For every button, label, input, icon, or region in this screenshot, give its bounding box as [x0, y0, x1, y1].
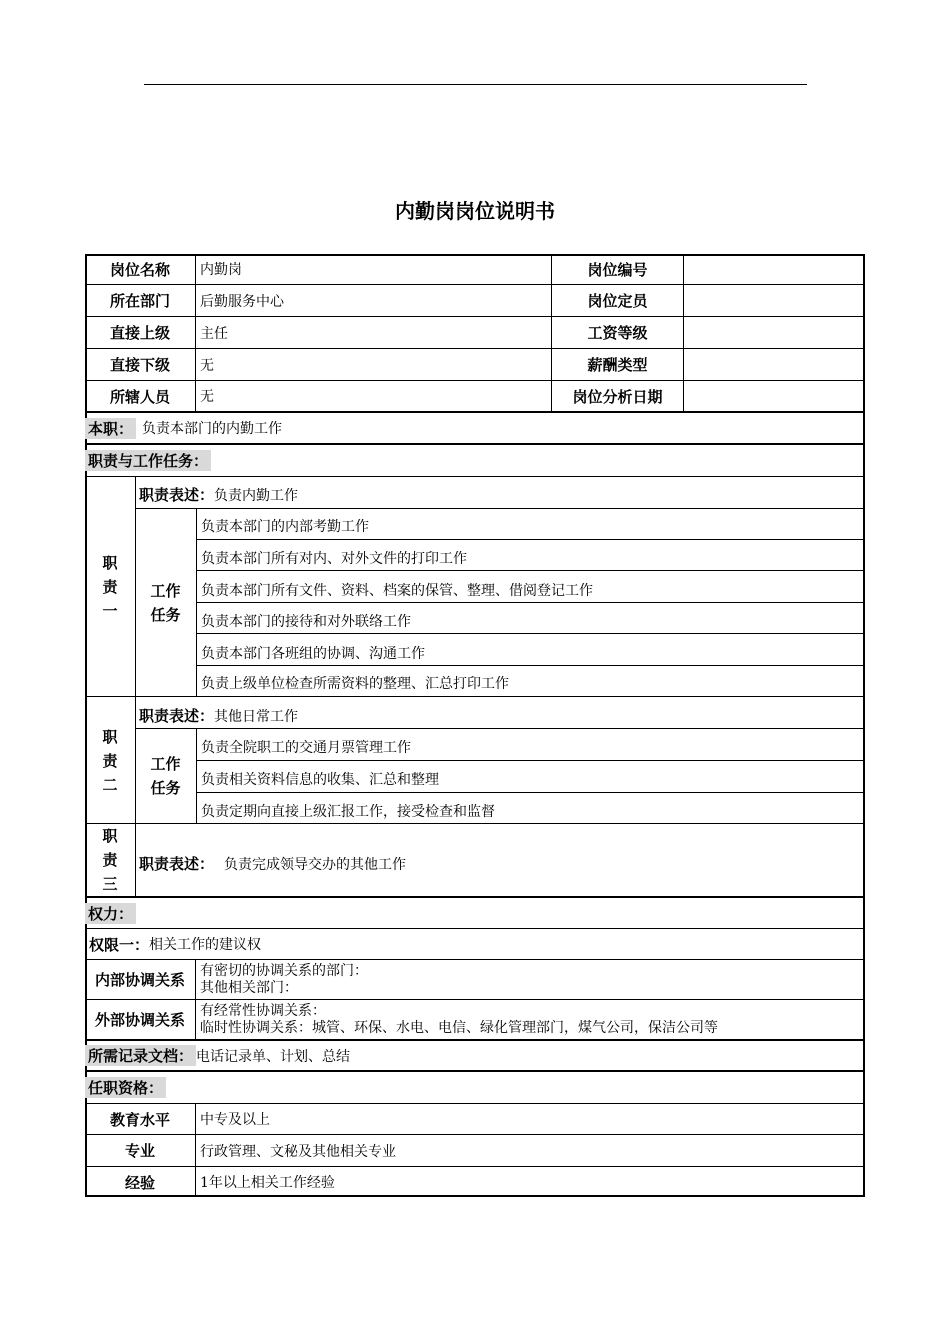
info-label-2: 薪酬类型 — [551, 349, 683, 380]
duty-1-task: 负责本部门的内部考勤工作 — [201, 519, 369, 535]
info-label: 所在部门 — [109, 292, 170, 310]
duty-block-1 — [85, 477, 865, 697]
duty-2-task-label: 工作 任务 — [150, 755, 181, 797]
info-value-2 — [683, 317, 865, 348]
records-row — [85, 1041, 865, 1072]
info-row — [85, 381, 865, 413]
duty-1-label: 职 责 一 — [102, 554, 118, 620]
internal-relation-row — [85, 960, 865, 1000]
external-relation-value: 有经常性协调关系： 临时性协调关系：城管、环保、水电、电信、绿化管理部门，煤气公司，保洁公司等 — [195, 1000, 865, 1039]
qualification-header-row — [85, 1072, 865, 1104]
duty-2-task: 负责全院职工的交通月票管理工作 — [201, 740, 411, 756]
qualification-item-label: 教育水平 — [109, 1110, 170, 1129]
qualification-item-label: 经验 — [124, 1173, 155, 1192]
duty-1-task: 负责本部门的接待和对外联络工作 — [201, 614, 411, 630]
duty-3-desc: 职责表述： 负责完成领导交办的其他工作 — [139, 855, 407, 873]
qualification-item-value: 1年以上相关工作经验 — [195, 1167, 865, 1197]
duty-3-label: 职 责 三 — [102, 827, 118, 893]
main-duty-label: 本职： — [85, 418, 136, 439]
info-value: 内勤岗 — [195, 254, 551, 284]
qualification-row — [85, 1104, 865, 1135]
power-item: 相关工作的建议权 — [149, 937, 262, 953]
external-relation-row — [85, 1000, 865, 1041]
info-row — [85, 285, 865, 317]
info-label: 岗位名称 — [109, 260, 170, 279]
info-label-2: 岗位分析日期 — [551, 381, 683, 411]
duty-block-2 — [85, 697, 865, 824]
info-value-2 — [683, 349, 865, 380]
info-value: 无 — [195, 381, 551, 411]
info-label-2: 岗位定员 — [551, 285, 683, 316]
external-relation-label: 外部协调关系 — [94, 1011, 185, 1029]
duty-2-label: 职 责 二 — [102, 727, 118, 794]
qualification-item-value: 行政管理、文秘及其他相关专业 — [195, 1135, 865, 1166]
document-title: 内勤岗岗位说明书 — [395, 199, 555, 223]
header-rule — [144, 84, 807, 85]
duty-1-task: 负责本部门所有文件、资料、档案的保管、整理、借阅登记工作 — [201, 583, 593, 599]
duty-2-task: 负责相关资料信息的收集、汇总和整理 — [201, 772, 439, 788]
main-duty-row — [85, 413, 865, 445]
duty-1-task: 负责上级单位检查所需资料的整理、汇总打印工作 — [201, 676, 509, 692]
info-row — [85, 349, 865, 381]
power-header-row — [85, 898, 865, 929]
internal-relation-label: 内部协调关系 — [94, 971, 185, 989]
duties-header: 职责与工作任务： — [85, 450, 211, 471]
info-row — [85, 254, 865, 285]
info-value-2 — [683, 254, 865, 284]
duty-1-desc: 职责表述：负责内勤工作 — [139, 486, 299, 504]
duty-block-3 — [85, 824, 865, 898]
qualification-item-value: 中专及以上 — [195, 1104, 865, 1134]
duty-2-desc: 职责表述：其他日常工作 — [139, 707, 299, 725]
info-label: 直接上级 — [109, 324, 170, 342]
qualification-item-label: 专业 — [124, 1142, 155, 1160]
duty-1-task: 负责本部门所有对内、对外文件的打印工作 — [201, 551, 467, 567]
info-label-2: 工资等级 — [551, 317, 683, 348]
info-row — [85, 317, 865, 349]
internal-relation-value: 有密切的协调关系的部门： 其他相关部门： — [195, 960, 865, 999]
info-label: 所辖人员 — [109, 387, 170, 406]
records-value: 电话记录单、计划、总结 — [196, 1048, 351, 1065]
info-value: 无 — [195, 349, 551, 380]
duty-1-task-label: 工作 任务 — [150, 581, 181, 624]
info-value-2 — [683, 285, 865, 316]
power-item-label: 权限一： — [89, 935, 150, 954]
info-label: 直接下级 — [109, 356, 170, 374]
qualification-row — [85, 1167, 865, 1197]
duty-2-task: 负责定期向直接上级汇报工作，接受检查和监督 — [201, 804, 495, 820]
qualification-label: 任职资格： — [85, 1077, 166, 1098]
power-item-row — [85, 929, 865, 960]
info-label-2: 岗位编号 — [551, 254, 683, 284]
duty-1-task: 负责本部门各班组的协调、沟通工作 — [201, 646, 425, 662]
power-label: 权力： — [85, 903, 136, 924]
duties-header-row — [85, 445, 865, 477]
records-label: 所需记录文档： — [85, 1045, 196, 1066]
info-value: 后勤服务中心 — [195, 285, 551, 316]
info-value-2 — [683, 381, 865, 411]
qualification-row — [85, 1135, 865, 1167]
info-value: 主任 — [195, 317, 551, 348]
main-duty-value: 负责本部门的内勤工作 — [142, 421, 283, 437]
